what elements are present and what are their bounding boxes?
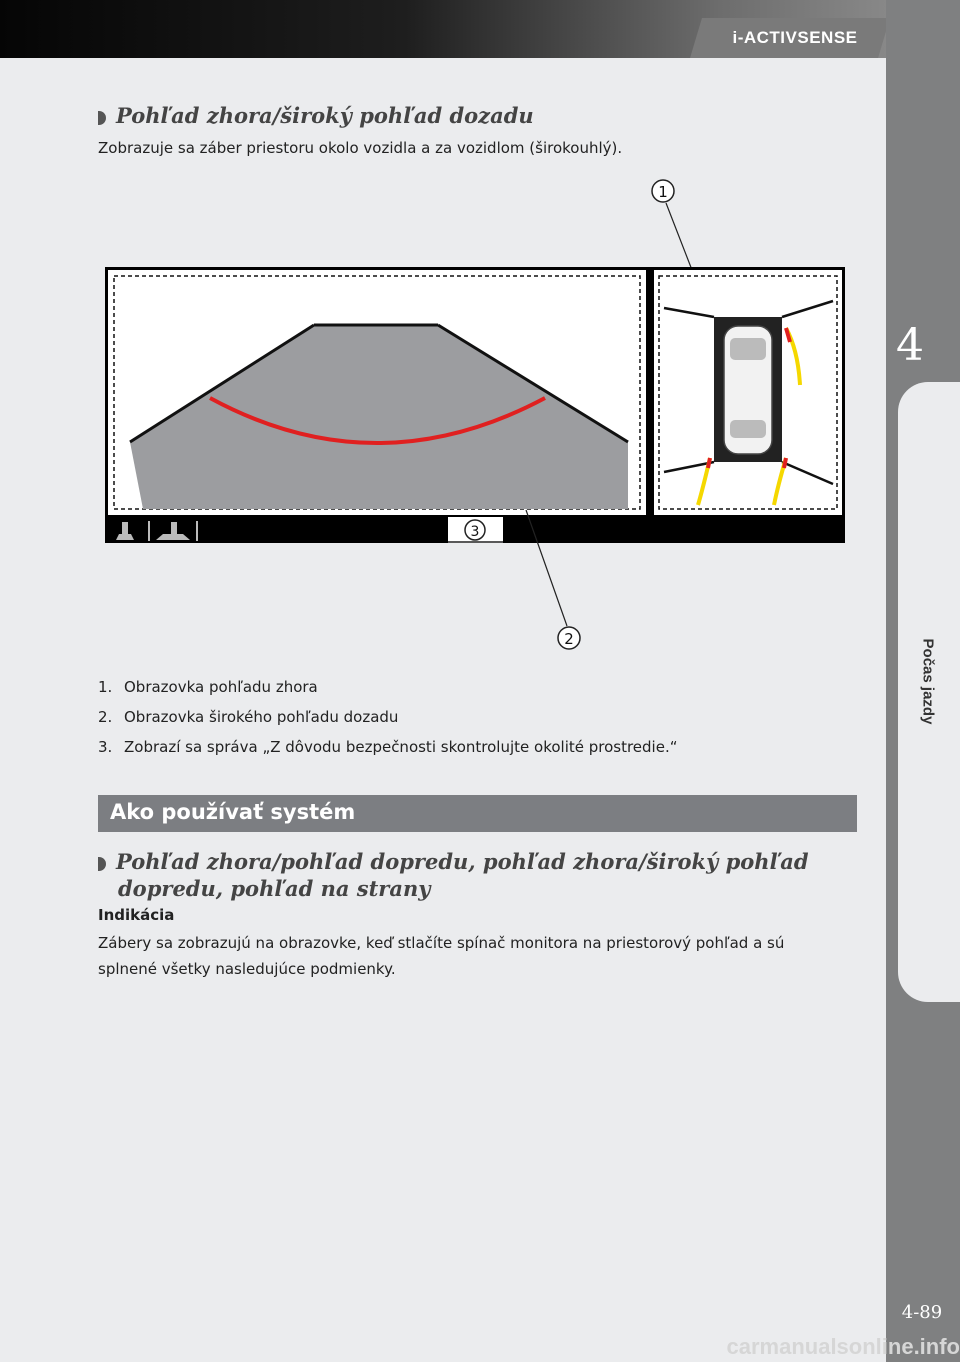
camera-view-figure [98, 170, 848, 660]
section-description: Zobrazuje sa záber priestoru okolo vozidla a za vozidlom (širokouhlý). [98, 139, 623, 157]
svg-text:2: 2 [564, 630, 574, 648]
figure-legend [98, 672, 678, 762]
heading-marker-icon [98, 857, 106, 871]
legend-item: 1. Obrazovka pohľadu zhora [98, 678, 318, 696]
header-title: i-ACTIVSENSE [732, 28, 858, 47]
section-heading [98, 103, 534, 128]
legend-item: 2. Obrazovka širokého pohľadu dozadu [98, 708, 399, 726]
heading-marker-icon [98, 111, 106, 125]
watermark: carmanualsonline.info [726, 1334, 960, 1359]
section-title: Ako používať systém [110, 800, 356, 824]
paragraph: Zábery sa zobrazujú na obrazovke, keď stlačíte spínač monitora na priestorový pohľad a sú splnené všetky nasledujúce podmienky. [98, 934, 785, 978]
callout-1 [652, 180, 692, 270]
chapter-label: Počas jazdy [919, 638, 937, 725]
page-number: 4-89 [901, 1302, 943, 1323]
chapter-number: 4 [896, 320, 924, 371]
section-title-bar [98, 795, 857, 832]
legend-item: 3. Zobrazí sa správa „Z dôvodu bezpečnosti skontrolujte okolité prostredie.“ [98, 738, 678, 756]
svg-text:3: 3 [470, 524, 480, 540]
subsection-heading: Pohľad zhora/pohľad dopredu, pohľad zhora/široký pohľad dopredu, pohľad na strany [98, 848, 838, 902]
callout-3 [465, 520, 485, 540]
svg-text:1: 1 [658, 183, 668, 201]
section-heading-text: Pohľad zhora/široký pohľad dozadu [116, 103, 534, 128]
subheading: Indikácia [98, 906, 175, 924]
